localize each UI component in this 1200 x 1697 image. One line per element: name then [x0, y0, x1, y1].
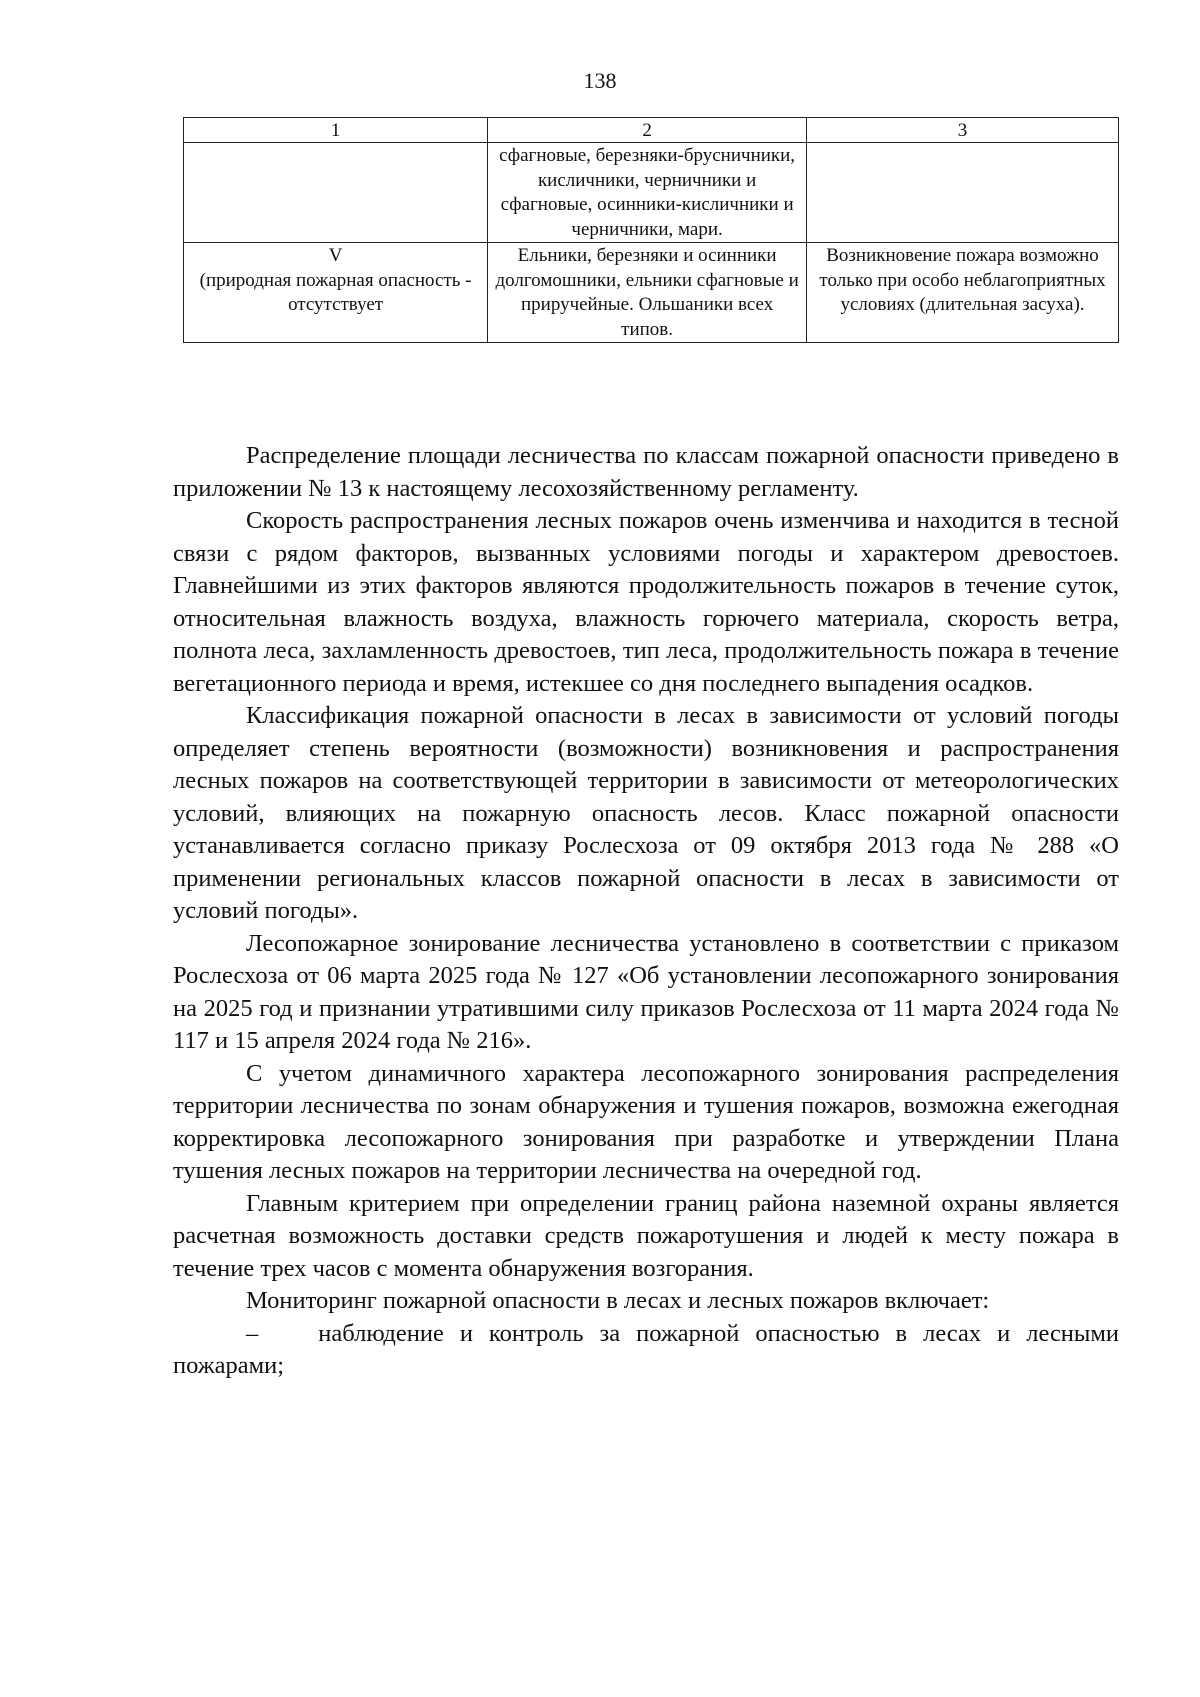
list-item: [173, 1318, 1119, 1383]
table-cell-forest-types: сфагновые, березняки-брусничники, кисличники, черничники и сфагновые, осинники-кисличники и черничники, мари.: [488, 143, 807, 243]
column-header-3: 3: [807, 118, 1119, 143]
table-cell-class: [184, 243, 488, 343]
paragraph: Классификация пожарной опасности в лесах в зависимости от условий погоды определяет степень вероятности (возможности) возникновения и распространения лесных пожаров на соответствующей территории в зависимости от метеорологических условий, влияющих на пожарную опасность лесов. Класс пожарной опасности устанавливается согласно приказу Рослесхоза от 09 октября 2013 года № 288 «О применении региональных классов пожарной опасности в лесах в зависимости от условий погоды».: [173, 702, 1119, 924]
column-header-2: 2: [488, 118, 807, 143]
table-cell-forest-types: Ельники, березняки и осинники долгомошники, ельники сфагновые и приручейные. Ольшаники всех типов.: [488, 243, 807, 343]
paragraph: Мониторинг пожарной опасности в лесах и лесных пожаров включает:: [246, 1287, 990, 1314]
paragraph: С учетом динамичного характера лесопожарного зонирования распределения территории лесничества по зонам обнаружения и тушения пожаров, возможна ежегодная корректировка лесопожарного зонирования при разработке и утверждении Плана тушения лесных пожаров на территории лесничества на очередной год.: [173, 1059, 1119, 1184]
fire-class-number: V: [328, 245, 343, 266]
table-header-row: [184, 118, 1119, 143]
paragraph: Скорость распространения лесных пожаров очень изменчива и находится в тесной связи с рядом факторов, вызванных условиями погоды и характером древостоев. Главнейшими из этих факторов являются продолжительность пожаров в течение суток, относительная влажность воздуха, влажность горючего материала, скорость ветра, полнота леса, захламленность древостоев, тип леса, продолжительность пожара в течение вегетационного периода и время, истекшее со дня последнего выпадения осадков.: [173, 507, 1119, 697]
table-row: [184, 143, 1119, 243]
paragraph: Главным критерием при определении границ района наземной охраны является расчетная возможность доставки средств пожаротушения и людей к месту пожара в течение трех часов с момента обнаружения возгорания.: [173, 1189, 1119, 1282]
table-cell-class: [184, 143, 488, 243]
fire-class-description: (природная пожарная опасность - отсутствует: [199, 269, 472, 315]
fire-danger-class-table: [183, 117, 1119, 343]
table-row: [184, 243, 1119, 343]
body-text: [173, 440, 1119, 1383]
list-item-text: наблюдение и контроль за пожарной опасностью в лесах и лесными пожарами;: [173, 1319, 1119, 1379]
paragraph: Распределение площади лесничества по классам пожарной опасности приведено в приложении № 13 к настоящему лесохозяйственному регламенту.: [173, 442, 1119, 502]
table-cell-conditions: Возникновение пожара возможно только при особо неблагоприятных условиях (длительная засуха).: [807, 243, 1119, 343]
column-header-1: 1: [184, 118, 488, 143]
page-number: 138: [583, 68, 617, 93]
table-cell-conditions: [807, 143, 1119, 243]
paragraph: Лесопожарное зонирование лесничества установлено в соответствии с приказом Рослесхоза от 06 марта 2025 года № 127 «Об установлении лесопожарного зонирования на 2025 год и признании утратившими силу приказов Рослесхоза от 11 марта 2024 года № 117 и 15 апреля 2024 года № 216».: [173, 929, 1119, 1054]
list-marker: –: [246, 1319, 259, 1347]
